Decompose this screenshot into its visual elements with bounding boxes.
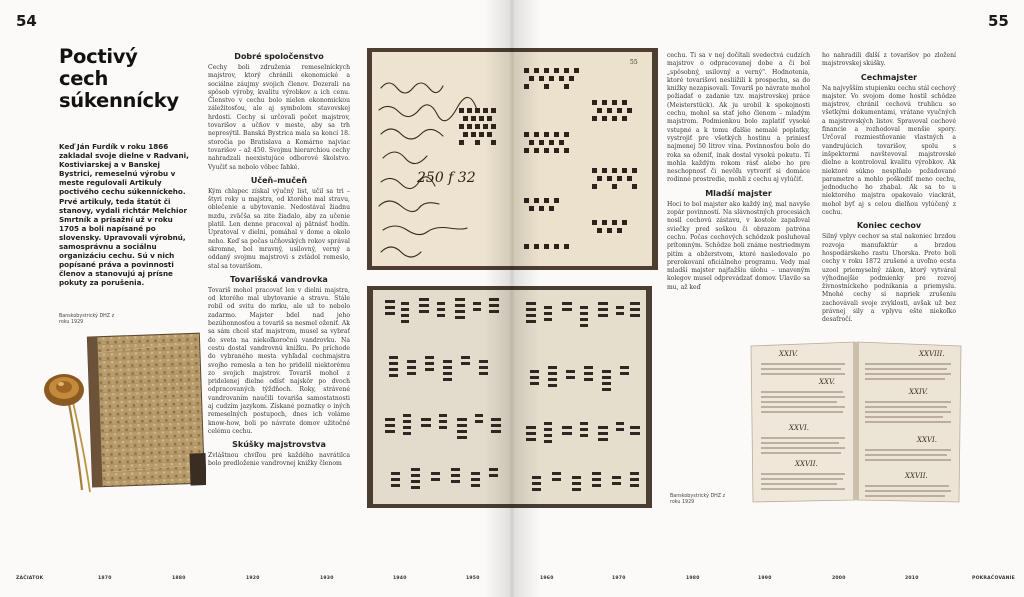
photo-caption-right: Banskobystrický DHZ z roku 1929 [670,494,726,506]
paragraph: Hoci to bol majster ako každý iný, mal navyše zopár povinností. Na slávnostných procesiách nosil cechovú zástavu, v kostole zapaľoval sviečky pred soškou či obrazom patróna cechu. Počas cechových schôdzok posluhoval prítomným. Schôdze boli známe nestriedmym pitím a obžerstvom, ktoré nasledovalo po prerokovaní oficiálneho programu. Vedy mal mladší majster najťažšiu úlohu – unaveným kolegov musel odprevádzať domov. Ulavilo sa mu, až keď [667,200,810,291]
paragraph: Silný vplyv cechov sa stal nakoniec brzdou rozvoja manufaktúr a brzdou hospodárskeho rastu Uhorska. Preto boli cechy v roku 1872 zrušené a uvoľno ecsta uzool priemyselný zákon, ktorý vytváral výhodnejšie podmienky pre rozvoj živnostníckeho podnikania a priemyslu. Mnohé cechy si napriek zrušeniu zachovávali svoje zvyklosti, avšak už bez právnej sily a vplyvu ešte niekoľko desaťročí. [822,233,956,324]
timeline-item: ZAČIATOK [16,576,44,581]
heading-cechmajster: Cechmajster [860,72,918,82]
manuscript-photo-top-right [512,48,658,270]
timeline-bar [0,576,1024,586]
text-column-1 [208,52,350,469]
svg-text:XXVIII.: XXVIII. [919,350,945,358]
timeline-item: 1870 [98,576,112,581]
paragraph: ho nahradili ďalší z tovarišov po zložení majstrovskej skúšky. [822,52,956,68]
timeline-item: 2010 [905,576,919,581]
svg-text:XXV.: XXV. [819,378,836,386]
timeline-item: 1960 [540,576,554,581]
heading-tovarisska-vandrovka: Tovarišská vandrovka [230,274,328,284]
pattern-book-photo-right [512,286,652,508]
paragraph: Zvláštnou chvíľou pre každého navrátilca bolo predloženie vandrovnej knižky členom [208,452,350,468]
svg-text:XXIV.: XXIV. [909,388,928,396]
booklet-photo [20,332,206,498]
svg-text:XXVI.: XXVI. [917,436,938,444]
timeline-item: 2000 [832,576,846,581]
heading-dobre-spolocenstvo: Dobré spoločenstvo [234,52,324,61]
pattern-book-photo-left [367,286,512,508]
ledger-photo [749,338,963,504]
svg-text:250 f 32: 250 f 32 [417,170,476,186]
text-column-3 [667,52,810,292]
text-column-4 [822,52,956,325]
svg-text:XXVI.: XXVI. [789,424,810,432]
heading-ucen-mucen: Učeň–mučeň [250,175,308,185]
timeline-item: 1970 [612,576,626,581]
right-page [512,0,1024,597]
heading-mladsi-majster: Mladší majster [705,188,772,198]
heading-skusky-majstrovstva: Skúšky majstrovstva [232,440,326,450]
heading-koniec-cechov: Koniec cechov [856,221,922,231]
paragraph: Tovariš mohol pracovať len v dielni majstra, od ktorého mal ubytovanie a stravu. Stále robil od svitu do mrku, ale už to nebolo zadarmo. Majster bdel nad jeho bezúhonnosťou a tovariš sa nesmel oženiť. Ak sa sám chcel stať majstrom, musel sa vybrať do sveta na niekoľkoročnú vandrovku. Na cestu dostal vandrovnú knižku. Po príchode do vybraného mesta vyhľadal cechmajstra svojho remesla a ten ho pridelil niektorému zo svojich majstrov. Tovariš mohol z pridelenej dielne odísť najskôr po dvoch odpracovaných týždňoch. Roky, strávené vandrovaním naučili tovariša samostatnosti aj cudzím jazykom. Získané poznatky o iných remeselných postupoch, dnes ich voláme know-how, boli po návrate domov užitočné celému cechu. [208,286,350,435]
photo-caption-left: Banskobystrický DHZ z roku 1929 [59,314,115,326]
timeline-item: 1930 [320,576,334,581]
paragraph: Kým chlapec získal výučný list, učil sa tri – štyri roky u majstra, od ktorého mal stravu, oblečenie a ubytovanie. Nedostával žiadnu mzdu, zväčša sa zite žiadalo, aby za učenie platil. Len denne pracoval aj pätnásť hodín. Upratoval v dielni, pomáhal v dome a okolo neho. Keď sa počas učňovských rokov správal skromne, bol mravný, usilovný, verný a oddaný svojmu majstrovi s zvládol remeslo, stal sa tovarišom. [208,187,350,270]
timeline-item: 1920 [246,576,260,581]
article-lead: Keď Ján Furdík v roku 1866 zakladal svoje dielne v Radvani, Kostiviarskej a v Banskej Bystrici, remeselnú výrobu v meste regulovali Artikuly poctivého cechu súkenníckeho. Prvé artikuly, teda štatút či stanovy, vydali richtár Melchior Smrtník a prísažní už v roku 1705 a boli napísané po slovensky. Upravovali výrobnú, samosprávnu a sociálnu organizáciu cechu. Sú v nich popísané práva a povinnosti členov a stanovujú aj prísne pokuty za porušenia. [59,142,189,288]
paragraph: Cechy boli združenia remeselníckych majstrov, ktorý chránili ekonomické a sociálne záujmy svojich členov. Dozerali na spôsob výroby, kvalitu výrobkov a ich cenu. Členstvo v cechu bolo nielen ekonomickou záležitosťou, ale aj symbolom stavovskej hrdosti. Cechy si určovali počet majstrov, tovarišov a učňov v meste, aby sa trh nepresýtil. Banská Bystrica mala sa koncí 18. storočia po Bratislava a Komárne najviac tovarišov – až 450. Svojmu hierarchiou cechy nahradzali neexistujúce odborové školstvo. Vyučiť sa nebolo vôbec ľahké. [208,64,350,171]
svg-text:XXIV.: XXIV. [779,350,798,358]
paragraph: cechu. Ti sa v nej dočítali svedectvá cudzích majstrov o odpracovanej dobe a či bol „spôsobný, usilovný a verný". Hodnotenia, ktoré tovarišovi nesliížili k prospechu, sa do knižky nezapisovali. Tovariš po návrate mohol požiadať o zadanie tzv. majstrovskej práce (Meisterstück). Ak ju urobil k spokojnosti cechu, mohol sa stať jeho členom – mladým majstrom. Podmienkou bolo zaplatiť vysoké vstupné a k tomu ďalšie nemalé poplatky, vystrojiť pre všetkých hostinu a priniesť najmenej 50 litrov vína. Povinnosťou bolo do roka sa oženiť, inak dostal vysokú pokutu. Tí mohla každým rokom rásť alebo ho pre neschopnosť či nevôľu vytvoriť si domáce rodinné prostredie, mohli z cechu aj vylúčiť. [667,52,810,184]
article-headline: Poctivý cech súkennícky [59,45,179,112]
svg-text:XXVII.: XXVII. [905,472,928,480]
timeline-item: POKRAČOVANIE [972,576,1015,581]
timeline-item: 1940 [393,576,407,581]
page-number-left: 54 [16,12,37,30]
timeline-item: 1980 [686,576,700,581]
svg-text:55: 55 [630,59,638,66]
paragraph: Na najvyšším stupienku cechu stál cechový majster. Vo svojom dome hostil schôdze majstrov, chránil cechovú truhlicu so všetkými dokumentami, vrátane vyučných a majstrovských listov. Spravoval cechové financie a rozhodoval menšie spory. Určoval rozmiestňovanie vlastných a vandrujúcich tovarišov, spolu s inšpektormi navštevoval majstrovské dielne a kontroloval kvalitu výrobkov. Ak niektoré súkno nesplňalo požadované parametre a mohlo poškodiť meno cechu, jednoducho ho zhabal. Ak sa to u niektorého majstra opakovalo viackrát, mohol byť aj s celou dielňou vylúčený z cechu. [822,84,956,217]
timeline-item: 1990 [758,576,772,581]
timeline-item: 1950 [466,576,480,581]
page-number-right: 55 [988,12,1009,30]
svg-text:XXVII.: XXVII. [795,460,818,468]
manuscript-photo-top-left [367,48,512,270]
timeline-item: 1880 [172,576,186,581]
